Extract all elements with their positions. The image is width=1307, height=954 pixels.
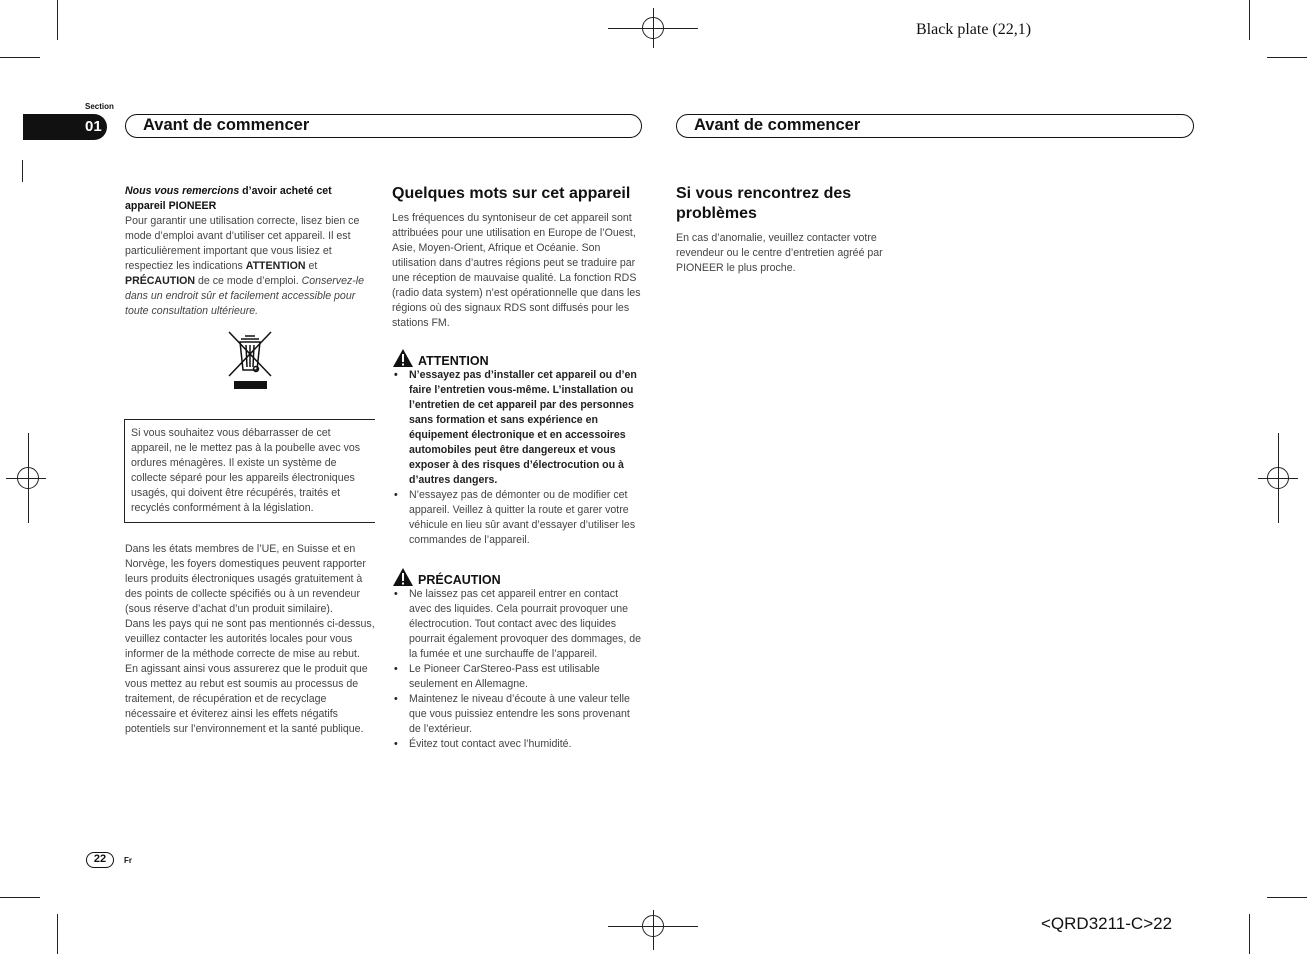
intro-heading	[125, 184, 375, 214]
plate-label: Black plate (22,1)	[916, 21, 1032, 38]
disposal-paragraph-effects: En agissant ainsi vous assurerez que le produit que vous mettez au rebut est soumis au processus de traitement, de récupération et de recyclage nécessaire et éviterez ainsi les effets négatifs potentiels sur l’environnement et la santé publique.	[125, 663, 368, 735]
intro-heading-bold: d’avoir acheté cet appareil PIONEER	[125, 185, 332, 212]
col3	[676, 184, 914, 276]
list-item: • Évitez tout contact avec l’humidité.	[392, 737, 643, 752]
attention-list	[392, 368, 643, 548]
attention-title: ATTENTION	[418, 354, 489, 368]
col2	[392, 184, 643, 752]
header-left-title: Avant de commencer	[143, 116, 310, 134]
troubleshooting-heading: Si vous rencontrez des problèmes	[676, 185, 852, 222]
intro-text-b: et	[305, 260, 318, 272]
intro-paragraph	[125, 214, 375, 319]
page-number: 22	[93, 853, 107, 865]
about-unit-text: Les fréquences du syntoniseur de cet appareil sont attribuées pour une utilisation en Europe de l’Ouest, Asie, Moyen-Orient, Afrique et Océanie. Son utilisation dans d’autres régions peut se traduire par une réception de mauvaise qualité. La fonction RDS (radio data system) n’est opérationnelle que dans les régions où des signaux RDS sont diffusés pour les stations FM.	[392, 212, 641, 329]
disposal-info	[125, 542, 375, 737]
disposal-paragraph-eu: Dans les états membres de l’UE, en Suisse et en Norvège, les foyers domestiques peuvent rapporter leurs produits électroniques usagés gratuitement à des points de collecte spécifiés ou à un revendeur (sous réserve d’achat d’un produit similaire).	[125, 543, 366, 615]
intro-text-a: Pour garantir une utilisation correcte, lisez bien ce mode d’emploi avant d’utiliser cet appareil. Il est particulièrement important que vous lisiez et respectiez les indications	[125, 215, 360, 272]
list-item: • N’essayez pas d’installer cet appareil ou d’en faire l’entretien vous-même. L’installation ou l’entretien de cet appareil par des personnes sans formation et sans expérience en équipement électronique et en accessoires automobiles peut être dangereux et vous exposer à des risques d’électrocution ou à d’autres dangers.	[392, 368, 643, 488]
troubleshooting-text: En cas d’anomalie, veuillez contacter votre revendeur ou le centre d’entretien agréé par PIONEER le plus proche.	[676, 232, 883, 274]
warning-triangle-icon	[392, 567, 414, 587]
precaution-title: PRÉCAUTION	[418, 573, 501, 587]
intro-attention: ATTENTION	[245, 260, 306, 272]
list-item: • N’essayez pas de démonter ou de modifier cet appareil. Veillez à quitter la route et garer votre véhicule en lieu sûr avant d’essayer d’utiliser les commandes de l’appareil.	[392, 488, 643, 548]
header-left	[125, 114, 642, 138]
disposal-paragraph-other: Dans les pays qui ne sont pas mentionnés ci-dessus, veuillez contacter les autorités locales pour vous informer de la méthode correcte de mise au rebut.	[125, 618, 375, 660]
intro-precaution: PRÉCAUTION	[125, 275, 196, 287]
section-label: Section	[85, 102, 114, 111]
about-unit-heading: Quelques mots sur cet appareil	[392, 185, 631, 202]
document-code: <QRD3211-C>22	[1041, 914, 1173, 933]
precaution-heading	[392, 567, 643, 587]
language-code: Fr	[124, 856, 132, 865]
header-right-title: Avant de commencer	[694, 116, 861, 134]
list-item: • Maintenez le niveau d’écoute à une valeur telle que vous puissiez entendre les sons provenant de l’extérieur.	[392, 692, 643, 737]
intro-block	[125, 184, 375, 319]
intro-italic-note: Conservez-le dans un endroit sûr et facilement accessible pour toute consultation ultérieure.	[125, 275, 365, 317]
warning-triangle-icon	[392, 348, 414, 368]
disposal-notice-box	[124, 419, 375, 523]
precaution-list	[392, 587, 643, 752]
page-number-badge	[86, 852, 114, 868]
list-item: • Le Pioneer CarStereo-Pass est utilisable seulement en Allemagne.	[392, 662, 643, 692]
section-number: 01	[85, 118, 102, 135]
disposal-notice-text: Si vous souhaitez vous débarrasser de cet appareil, ne le mettez pas à la poubelle avec vos ordures ménagères. Il existe un système de collecte séparé pour les appareils électroniques usagés, qui doivent être récupérés, traités et recyclés conformément à la législation.	[131, 427, 361, 514]
intro-heading-italic: Nous vous remercions	[125, 185, 240, 197]
header-right	[676, 114, 1194, 138]
attention-heading	[392, 348, 643, 368]
intro-text-c: de ce mode d’emploi.	[195, 275, 302, 287]
list-item: • Ne laissez pas cet appareil entrer en contact avec des liquides. Cela pourrait provoquer une électrocution. Tout contact avec des liquides pourrait également provoquer des dommages, de la fumée et une surchauffe de l’appareil.	[392, 587, 643, 662]
crossed-out-bin-icon	[226, 330, 274, 394]
